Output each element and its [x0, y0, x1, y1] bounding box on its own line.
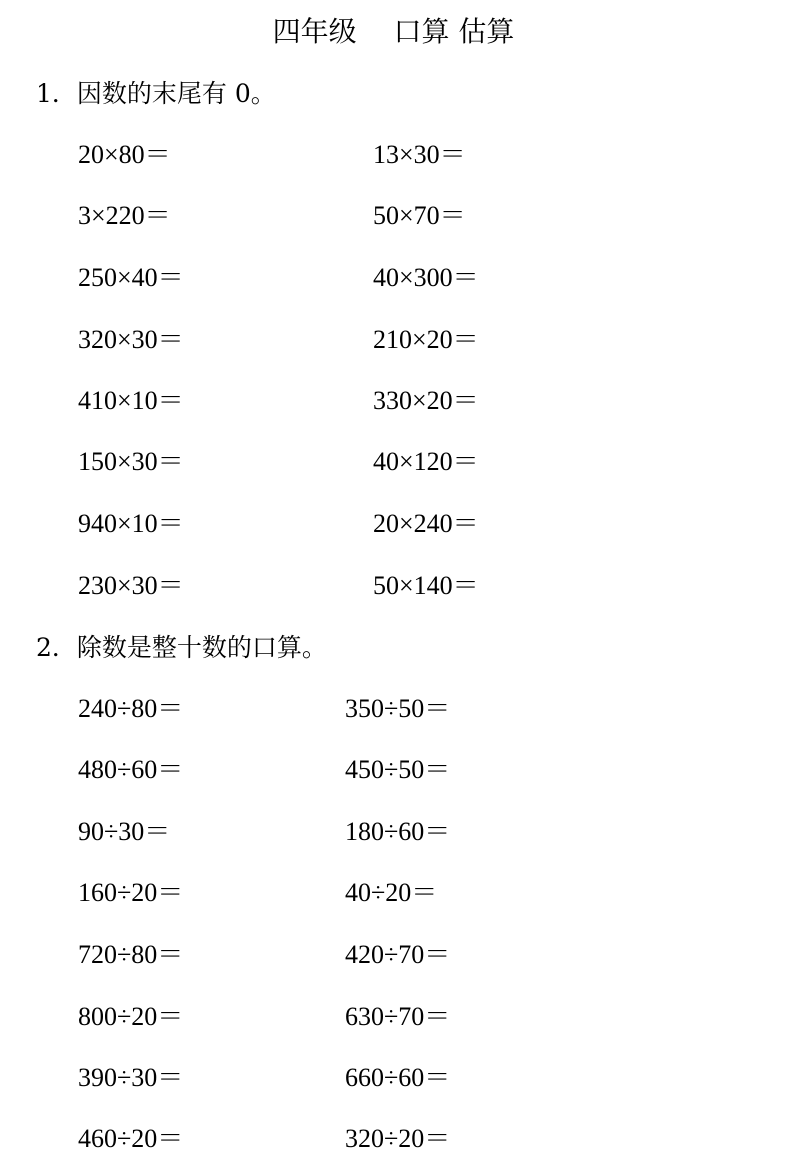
- s1-problem-left-3: 250×40＝: [78, 263, 184, 292]
- s1-problem-left-5: 410×10＝: [78, 386, 184, 415]
- section-2-heading: 2．除数是整十数的口算。: [36, 633, 327, 662]
- s2-problem-left-3: 90÷30＝: [78, 817, 171, 846]
- s1-problem-left-8: 230×30＝: [78, 571, 184, 600]
- s2-problem-right-8: 320÷20＝: [345, 1124, 451, 1153]
- s2-problem-right-5: 420÷70＝: [345, 940, 451, 969]
- s2-problem-right-6: 630÷70＝: [345, 1002, 451, 1031]
- s1-problem-right-5: 330×20＝: [373, 386, 479, 415]
- s2-problem-right-2: 450÷50＝: [345, 755, 451, 784]
- s1-problem-right-3: 40×300＝: [373, 263, 479, 292]
- s1-problem-left-6: 150×30＝: [78, 447, 184, 476]
- s2-problem-right-4: 40÷20＝: [345, 878, 438, 907]
- s1-problem-right-8: 50×140＝: [373, 571, 479, 600]
- s2-problem-left-7: 390÷30＝: [78, 1063, 184, 1092]
- s2-problem-left-2: 480÷60＝: [78, 755, 184, 784]
- s2-problem-right-1: 350÷50＝: [345, 694, 451, 723]
- s2-problem-right-3: 180÷60＝: [345, 817, 451, 846]
- s1-problem-right-6: 40×120＝: [373, 447, 479, 476]
- page-title: 四年级 口算 估算: [272, 15, 515, 48]
- s2-problem-left-4: 160÷20＝: [78, 878, 184, 907]
- s1-problem-left-4: 320×30＝: [78, 325, 184, 354]
- s2-problem-left-6: 800÷20＝: [78, 1002, 184, 1031]
- s1-problem-left-1: 20×80＝: [78, 140, 171, 169]
- s1-problem-right-7: 20×240＝: [373, 509, 479, 538]
- s2-problem-right-7: 660÷60＝: [345, 1063, 451, 1092]
- section-1-heading: 1．因数的末尾有 0。: [36, 79, 276, 108]
- s1-problem-right-2: 50×70＝: [373, 201, 466, 230]
- s1-problem-left-2: 3×220＝: [78, 201, 171, 230]
- s2-problem-left-1: 240÷80＝: [78, 694, 184, 723]
- s1-problem-right-4: 210×20＝: [373, 325, 479, 354]
- s1-problem-right-1: 13×30＝: [373, 140, 466, 169]
- s1-problem-left-7: 940×10＝: [78, 509, 184, 538]
- s2-problem-left-5: 720÷80＝: [78, 940, 184, 969]
- s2-problem-left-8: 460÷20＝: [78, 1124, 184, 1153]
